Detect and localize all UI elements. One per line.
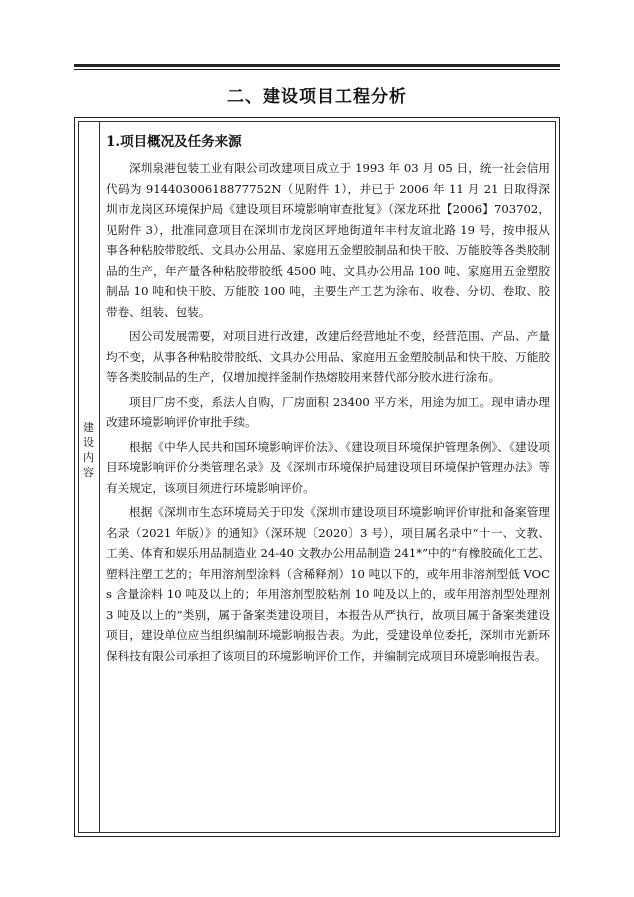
paragraph-factory: 项目厂房不变，系法人自购，厂房面积 23400 平方米，用途为加工。现申请办理改建环境影响评价审批手续。: [106, 394, 550, 429]
paragraph-renovation: 因公司发展需要，对项目进行改建，改建后经营地址不变，经营范围、产品、产量均不变，从事各种粘胶带胶纸、文具办公用品、家庭用五金塑胶制品和快干胶、万能胶等各类胶制品的生产，仅增加搅拌釜制作热熔胶用来替代部分胶水进行涂布。: [106, 329, 550, 384]
column-divider: [99, 121, 100, 833]
paragraph-classification: 根据《深圳市生态环境局关于印发《深圳市建设项目环境影响评价审批和备案管理名录（2021 年版）》的通知》（深环规〔2020〕3 号），项目属名录中“十一、文教、工美、体育和娱乐用品制造业 24-40 文教办公用品制造 241*”中的“有橡胶硫化工艺、塑料注塑工艺的；年用溶剂型涂料（含稀释剂）10 吨以下的，或年用非溶剂型低 VOCs 含量涂料 10 吨及以上的；年用溶剂型胶粘剂 10 吨及以上的，或年用溶剂型处理剂 3 吨及以上的”类别，属于备案类建设项目，本报告从严执行，故项目属于备案类建设项目，建设单位应当组织编制环境影响报告表。为此，受建设单位委托，深圳市光新环保科技有限公司承担了该项目的环境影响评价工作，并编制完成项目环境影响报告表。: [106, 505, 550, 663]
side-label-char: 内: [83, 451, 94, 464]
side-label-construction-content: [78, 420, 99, 480]
paragraph-regulations: 根据《中华人民共和国环境影响评价法》、《建设项目环境保护管理条例》、《建设项目环境影响评价分类管理名录》及《深圳市环境保护局建设项目环境保护管理办法》等有关规定，该项目须进行环境影响评价。: [106, 439, 550, 495]
paragraph-project-overview: 深圳泉港包装工业有限公司改建项目成立于 1993 年 03 月 05 日，统一社会信用代码为 91440300618877752N（见附件 1），并已于 2006 年 11 月 21 日取得深圳市龙岗区环境保护局《建设项目环境影响审查批复》（深龙环批【2006】703702，见附件 3），批准同意项目在深圳市龙岗区坪地街道年丰村友谊北路 19 号，按申报从事各种粘胶带胶纸、文具办公用品、家庭用五金塑胶制品和快干胶、万能胶等各类胶制品的生产，年产量各种粘胶带胶纸 4500 吨、文具办公用品 100 吨、家庭用五金塑胶制品 10 吨和快干胶、万能胶 100 吨，主要生产工艺为涂布、收卷、分切、卷取、胶带卷、组装、包装。: [106, 161, 550, 319]
content-body: [106, 158, 550, 670]
side-label-char: 容: [83, 466, 94, 479]
section-title: 1.项目概况及任务来源: [106, 134, 242, 150]
header-rule-thick: [74, 64, 560, 67]
header-rule-thin: [74, 69, 560, 70]
page-heading: 二、建设项目工程分析: [227, 87, 407, 107]
side-label-char: 建: [83, 421, 94, 434]
side-label-char: 设: [83, 436, 94, 449]
